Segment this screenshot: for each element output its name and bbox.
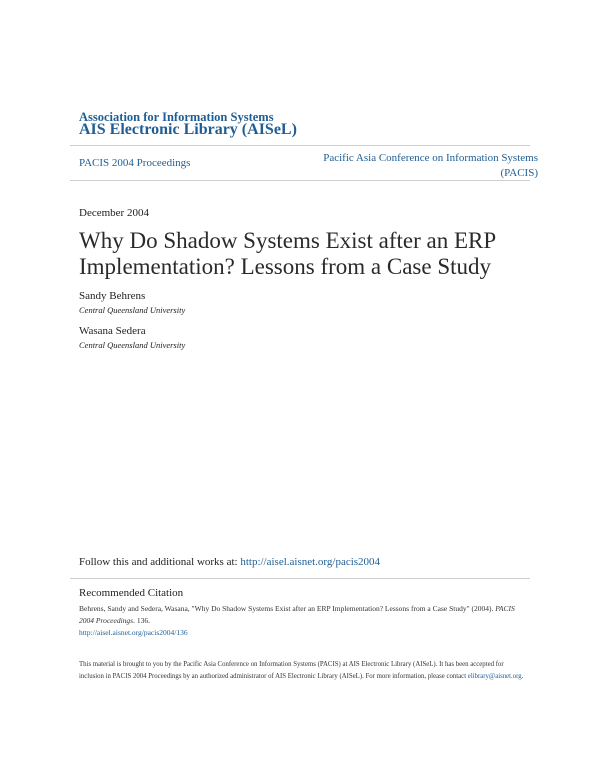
footer-end: . bbox=[521, 673, 524, 680]
citation-block bbox=[79, 603, 529, 639]
org-name[interactable]: Association for Information Systems bbox=[79, 110, 274, 124]
author-name: Wasana Sedera bbox=[79, 325, 146, 337]
library-name[interactable]: AIS Electronic Library (AISeL) bbox=[79, 121, 297, 138]
author-name: Sandy Behrens bbox=[79, 290, 146, 302]
proceedings-link[interactable]: PACIS 2004 Proceedings bbox=[79, 157, 191, 169]
citation-link[interactable]: http://aisel.aisnet.org/pacis2004/136 bbox=[79, 628, 188, 637]
citation-heading: Recommended Citation bbox=[79, 587, 184, 599]
conference-link[interactable] bbox=[298, 151, 538, 181]
footer-notice bbox=[79, 659, 529, 683]
footer-text: This material is brought to you by the Pacific Asia Conference on Information Systems (PACIS) at AIS Electronic Library (AISeL). It has been accepted for inclusion in PACIS 2004 Proceedings by an authorized administrator of AIS Electronic Library (AISeL). For more information, please contact bbox=[79, 661, 504, 680]
citation-venue: PACIS 2004 Proceedings bbox=[79, 604, 515, 625]
contact-email-link[interactable]: elibrary@aisnet.org bbox=[467, 673, 522, 680]
paper-date: December 2004 bbox=[79, 207, 149, 219]
conference-line2: (PACIS) bbox=[500, 167, 538, 179]
citation-divider bbox=[70, 578, 530, 579]
author-affiliation: Central Queensland University bbox=[79, 305, 186, 315]
citation-text: Behrens, Sandy and Sedera, Wasana, "Why Do Shadow Systems Exist after an ERP Implementation? Lessons from a Case Study" (2004). bbox=[79, 604, 496, 613]
follow-link[interactable]: http://aisel.aisnet.org/pacis2004 bbox=[240, 556, 381, 568]
paper-title[interactable]: Why Do Shadow Systems Exist after an ERP Implementation? Lessons from a Case Study bbox=[79, 228, 496, 279]
conference-line1: Pacific Asia Conference on Information Systems bbox=[323, 152, 538, 164]
author-affiliation: Central Queensland University bbox=[79, 340, 186, 350]
citation-tail: . 136. bbox=[133, 616, 150, 625]
follow-line bbox=[79, 556, 380, 568]
follow-text: Follow this and additional works at: bbox=[79, 556, 241, 568]
header-divider-bottom bbox=[70, 180, 530, 181]
header-divider-top bbox=[70, 145, 530, 146]
